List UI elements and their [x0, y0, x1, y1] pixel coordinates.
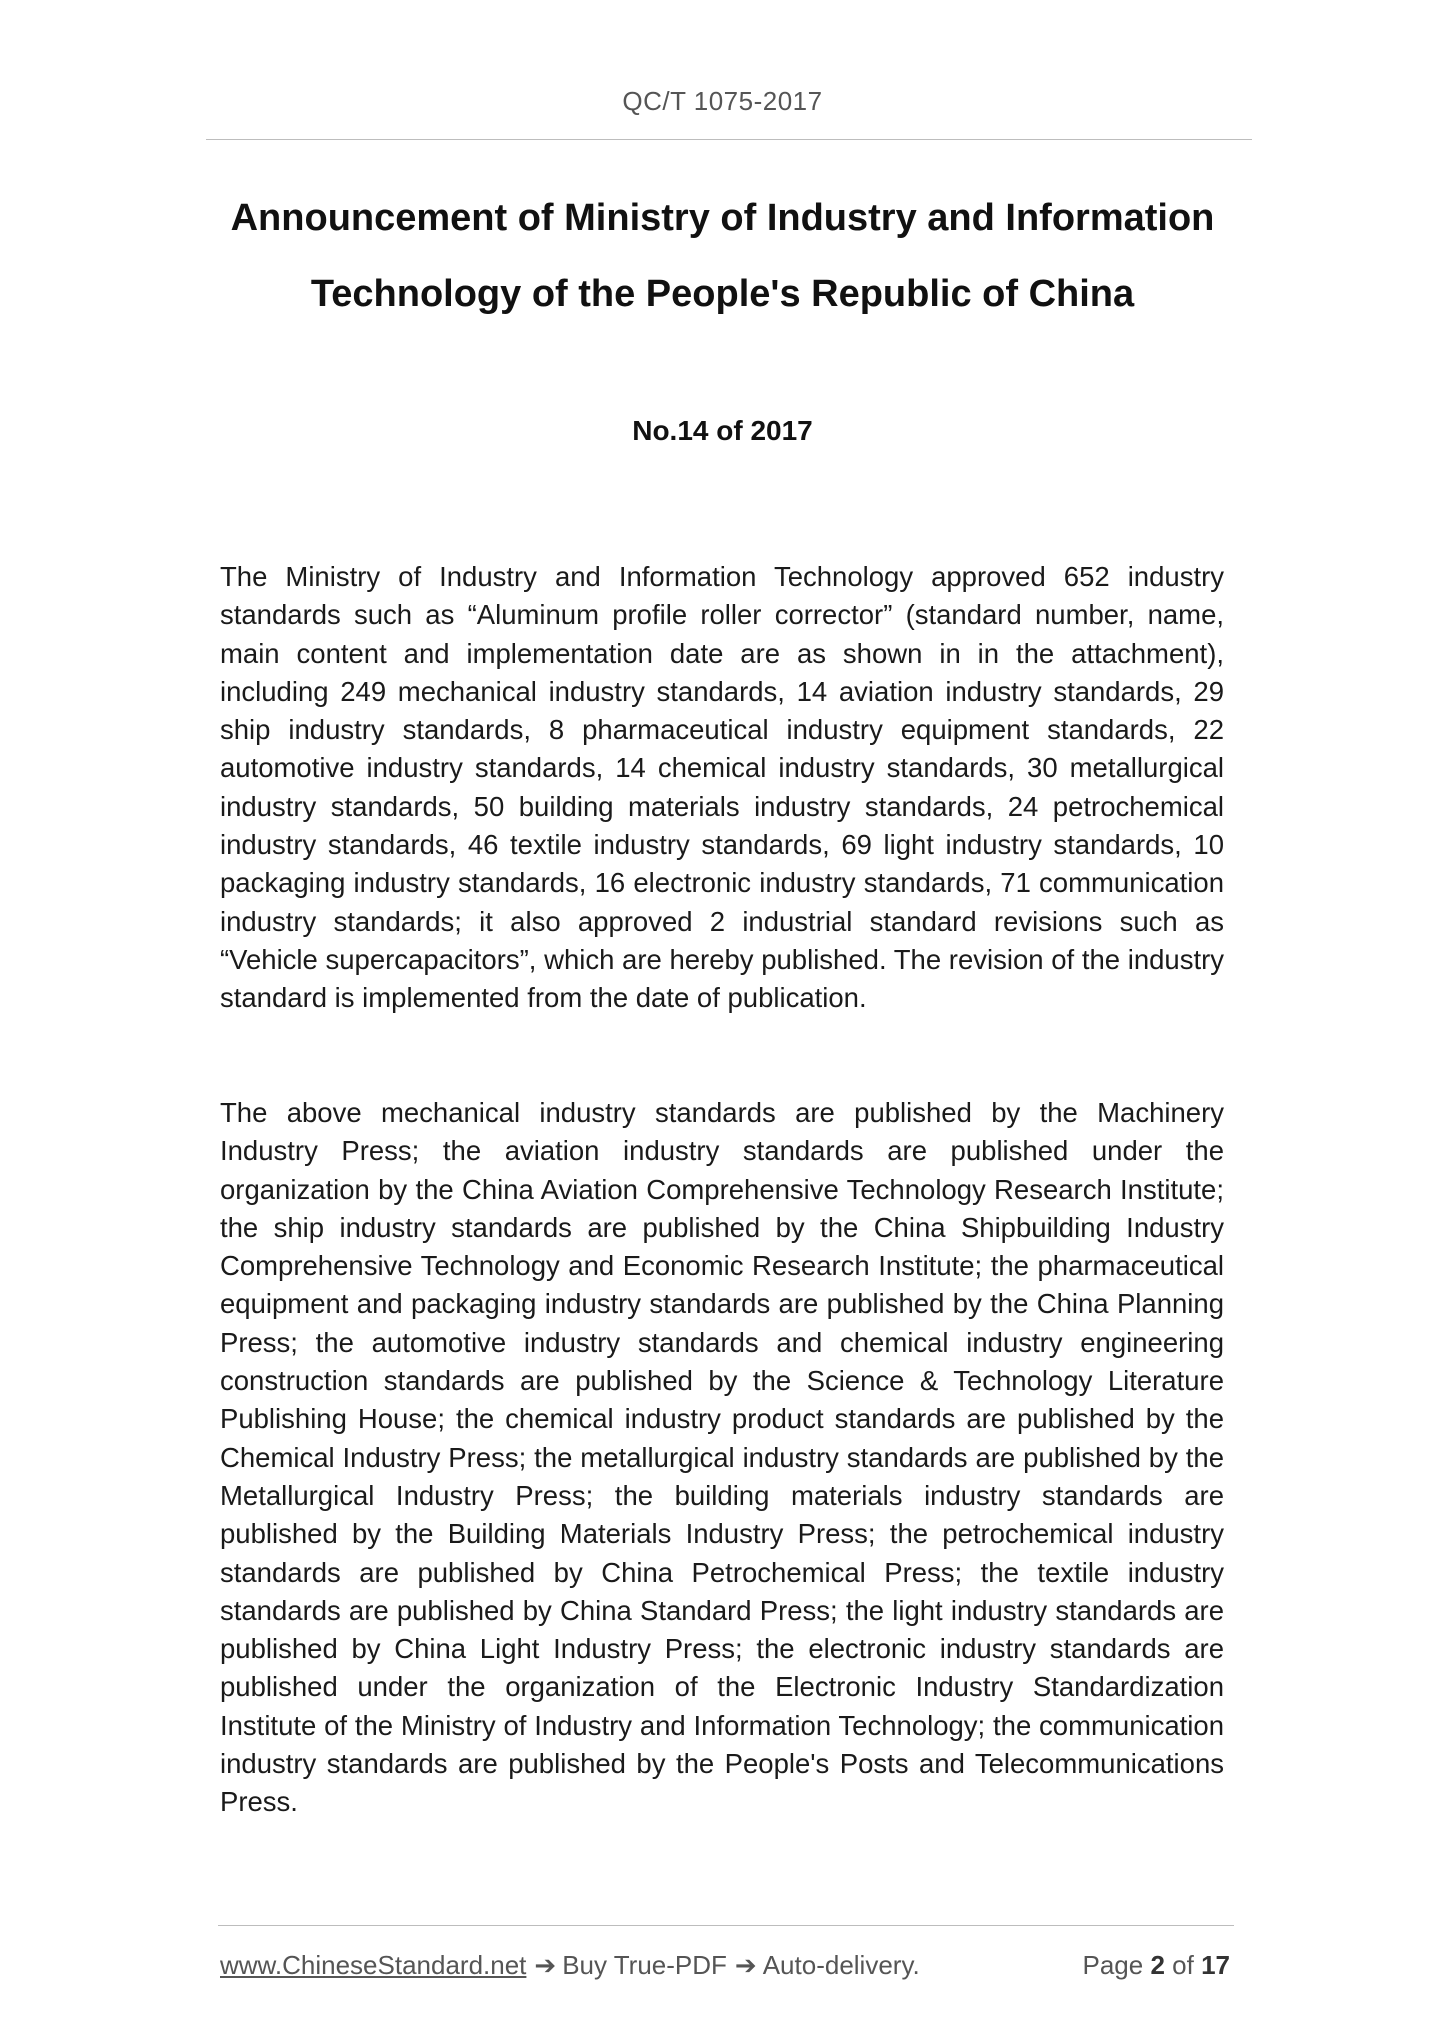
arrow-right-icon: ➔ — [534, 1950, 557, 1980]
body-paragraph-publishers: The above mechanical industry standards are published by the Machinery Industry Press; the aviation industry standards are published under the organization by the China Aviation Comprehensive Technology Research Institute; the ship industry standards are published by the China Shipbuilding Industry Comprehensive Technology and Economic Research Institute; the pharmaceutical equipment and packaging industry standards are published by the China Planning Press; the automotive industry standards and chemical industry engineering construction standards are published by the Science & Technology Literature Publishing House; the chemical industry product standards are published by the Chemical Industry Press; the metallurgical industry standards are published by the Metallurgical Industry Press; the building materials industry standards are published by the Building Materials Industry Press; the petrochemical industry standards are published by China Petrochemical Press; the textile industry standards are published by China Standard Press; the light industry standards are published by China Light Industry Press; the electronic industry standards are published under the organization of the Electronic Industry Standardization Institute of the Ministry of Industry and Information Technology; the communication industry standards are published by the People's Posts and Telecommunications Press. — [220, 1097, 1224, 1818]
header-divider — [206, 139, 1252, 140]
page-label: Page — [1082, 1950, 1144, 1980]
page-of-label: of — [1172, 1950, 1194, 1980]
page-number — [1082, 1950, 1230, 1981]
page-footer — [220, 1950, 1230, 1984]
standard-code-header: QC/T 1075-2017 — [622, 86, 823, 116]
page-current: 2 — [1150, 1950, 1165, 1980]
document-title: Announcement of Ministry of Industry and Information Technology of the People's Republic of China — [230, 197, 1215, 315]
arrow-right-icon: ➔ — [734, 1950, 757, 1980]
auto-delivery-text: Auto-delivery. — [762, 1950, 920, 1980]
body-paragraph-approval: The Ministry of Industry and Information Technology approved 652 industry standards such as “Aluminum profile roller corrector” (standard number, name, main content and implementation date are as shown in in the attachment), including 249 mechanical industry standards, 14 aviation industry standards, 29 ship industry standards, 8 pharmaceutical industry equipment standards, 22 automotive industry standards, 14 chemical industry standards, 30 metallurgical industry standards, 50 building materials industry standards, 24 petrochemical industry standards, 46 textile industry standards, 69 light industry standards, 10 packaging industry standards, 16 electronic industry standards, 71 communication industry standards; it also approved 2 industrial standard revisions such as “Vehicle supercapacitors”, which are hereby published. The revision of the industry standard is implemented from the date of publication. — [220, 561, 1224, 1014]
buy-true-pdf-text: Buy True-PDF — [562, 1950, 727, 1980]
footer-divider — [218, 1925, 1234, 1926]
footer-promo — [220, 1950, 920, 1981]
page-total: 17 — [1201, 1950, 1230, 1980]
chinese-standard-link[interactable]: www.ChineseStandard.net — [220, 1950, 527, 1980]
announcement-number: No.14 of 2017 — [632, 415, 813, 446]
